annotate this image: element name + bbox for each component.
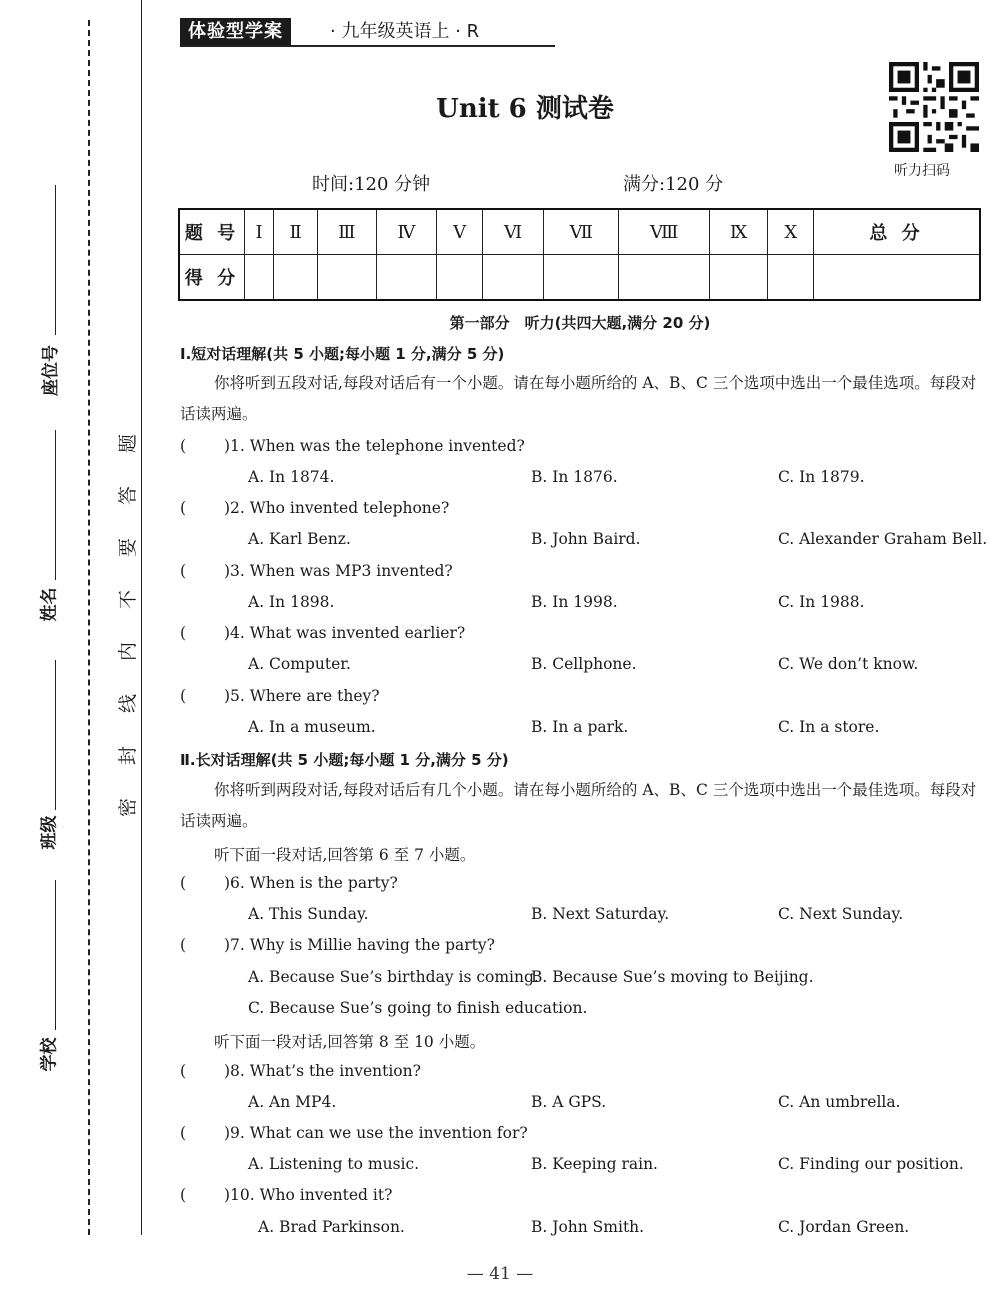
option-c: C. In 1879. bbox=[778, 468, 865, 486]
option-b: B. Because Sue’s moving to Beijing. bbox=[531, 968, 814, 986]
option-b: B. In 1998. bbox=[531, 593, 618, 611]
score-cell[interactable] bbox=[709, 255, 768, 301]
answer-paren[interactable]: ( bbox=[180, 1186, 187, 1204]
seal-char: 不 bbox=[117, 589, 140, 610]
option-c: C. Because Sue’s going to finish education. bbox=[248, 999, 588, 1017]
option-b: B. Next Saturday. bbox=[531, 905, 670, 923]
cut-line bbox=[88, 20, 90, 1235]
section-heading: Ⅰ.短对话理解(共 5 小题;每小题 1 分,满分 5 分) bbox=[180, 345, 505, 363]
option-c: C. In a store. bbox=[778, 718, 880, 736]
page-title: Unit 6 测试卷 bbox=[436, 94, 614, 124]
question: )3. When was MP3 invented? bbox=[224, 562, 453, 580]
seat-label: 座位号 bbox=[41, 345, 61, 396]
option-b: B. John Smith. bbox=[531, 1218, 645, 1236]
answer-paren[interactable]: ( bbox=[180, 874, 187, 892]
header-subtitle: · 九年级英语上 · R bbox=[330, 21, 480, 42]
name-fill-line bbox=[55, 430, 56, 580]
exam-time: 时间:120 分钟 bbox=[312, 174, 431, 195]
option-b: B. John Baird. bbox=[531, 530, 641, 548]
column-header: Ⅴ bbox=[437, 209, 483, 255]
option-b: B. A GPS. bbox=[531, 1093, 607, 1111]
row-label: 得 分 bbox=[179, 255, 245, 301]
option-c: C. In 1988. bbox=[778, 593, 865, 611]
score-cell[interactable] bbox=[814, 255, 980, 301]
option-c: C. We don’t know. bbox=[778, 655, 919, 673]
score-cell[interactable] bbox=[318, 255, 377, 301]
school-label: 学校 bbox=[39, 1037, 60, 1072]
question: )10. Who invented it? bbox=[224, 1186, 393, 1204]
score-cell[interactable] bbox=[437, 255, 483, 301]
lead-text: 听下面一段对话,回答第 6 至 7 小题。 bbox=[214, 846, 476, 864]
option-c: C. Alexander Graham Bell. bbox=[778, 530, 988, 548]
option-c: C. Jordan Green. bbox=[778, 1218, 910, 1236]
column-header: Ⅲ bbox=[318, 209, 377, 255]
option-c: C. An umbrella. bbox=[778, 1093, 901, 1111]
answer-paren[interactable]: ( bbox=[180, 1062, 187, 1080]
score-cell[interactable] bbox=[543, 255, 619, 301]
question: )1. When was the telephone invented? bbox=[224, 437, 525, 455]
option-a: A. Computer. bbox=[248, 655, 351, 673]
score-cell[interactable] bbox=[619, 255, 709, 301]
school-fill-line bbox=[55, 880, 56, 1030]
total-header: 总 分 bbox=[814, 209, 980, 255]
score-cell[interactable] bbox=[768, 255, 814, 301]
option-a: A. Listening to music. bbox=[248, 1155, 420, 1173]
answer-paren[interactable]: ( bbox=[180, 687, 187, 705]
lead-text: 听下面一段对话,回答第 8 至 10 小题。 bbox=[214, 1033, 486, 1051]
qr-label: 听力扫码 bbox=[894, 163, 950, 179]
option-a: A. This Sunday. bbox=[248, 905, 369, 923]
column-header: Ⅰ bbox=[245, 209, 274, 255]
score-cell[interactable] bbox=[274, 255, 318, 301]
option-b: B. In 1876. bbox=[531, 468, 618, 486]
seal-char: 内 bbox=[117, 641, 140, 662]
seal-char: 题 bbox=[117, 433, 140, 454]
class-fill-line bbox=[55, 660, 56, 810]
full-score: 满分:120 分 bbox=[623, 174, 724, 195]
instructions: 你将听到两段对话,每段对话后有几个小题。请在每小题所给的 A、B、C 三个选项中选出一个最佳选项。每段对话读两遍。 bbox=[180, 781, 977, 830]
column-header: Ⅵ bbox=[483, 209, 544, 255]
question: )7. Why is Millie having the party? bbox=[224, 936, 495, 954]
column-header: Ⅱ bbox=[274, 209, 318, 255]
brand-badge: 体验型学案 bbox=[180, 18, 291, 45]
column-header: Ⅳ bbox=[376, 209, 436, 255]
option-a: A. In 1874. bbox=[248, 468, 335, 486]
answer-paren[interactable]: ( bbox=[180, 499, 187, 517]
question: )2. Who invented telephone? bbox=[224, 499, 450, 517]
seal-char: 密 bbox=[117, 797, 140, 818]
column-header: Ⅹ bbox=[768, 209, 814, 255]
seal-char: 答 bbox=[117, 485, 140, 506]
column-header: Ⅶ bbox=[543, 209, 619, 255]
answer-paren[interactable]: ( bbox=[180, 1124, 187, 1142]
part-heading: 第一部分 听力(共四大题,满分 20 分) bbox=[449, 314, 711, 332]
score-table bbox=[178, 208, 981, 301]
option-c: C. Finding our position. bbox=[778, 1155, 964, 1173]
question: )4. What was invented earlier? bbox=[224, 624, 466, 642]
column-header: Ⅸ bbox=[709, 209, 768, 255]
column-header: Ⅷ bbox=[619, 209, 709, 255]
name-label: 姓名 bbox=[39, 587, 60, 622]
option-a: A. In a museum. bbox=[248, 718, 376, 736]
seat-fill-line bbox=[55, 185, 56, 335]
class-label: 班级 bbox=[39, 815, 60, 850]
seal-char: 要 bbox=[117, 537, 140, 558]
binding-line bbox=[141, 0, 142, 1235]
option-b: B. In a park. bbox=[531, 718, 629, 736]
question: )8. What’s the invention? bbox=[224, 1062, 421, 1080]
option-b: B. Cellphone. bbox=[531, 655, 637, 673]
score-cell[interactable] bbox=[245, 255, 274, 301]
option-b: B. Keeping rain. bbox=[531, 1155, 658, 1173]
score-cell[interactable] bbox=[376, 255, 436, 301]
option-a: A. In 1898. bbox=[248, 593, 335, 611]
question: )5. Where are they? bbox=[224, 687, 380, 705]
page-number: — 41 — bbox=[466, 1264, 534, 1284]
option-a: A. Because Sue’s birthday is coming. bbox=[248, 968, 539, 986]
seal-char: 封 bbox=[117, 745, 140, 766]
option-a: A. Karl Benz. bbox=[248, 530, 351, 548]
answer-paren[interactable]: ( bbox=[180, 562, 187, 580]
answer-paren[interactable]: ( bbox=[180, 437, 187, 455]
header-rule bbox=[180, 45, 555, 47]
question: )9. What can we use the invention for? bbox=[224, 1124, 528, 1142]
row-label: 题 号 bbox=[179, 209, 245, 255]
question: )6. When is the party? bbox=[224, 874, 398, 892]
answer-paren[interactable]: ( bbox=[180, 936, 187, 954]
section-heading: Ⅱ.长对话理解(共 5 小题;每小题 1 分,满分 5 分) bbox=[180, 751, 509, 769]
table-row bbox=[179, 255, 980, 301]
table-row bbox=[179, 209, 980, 255]
answer-paren[interactable]: ( bbox=[180, 624, 187, 642]
option-a: A. Brad Parkinson. bbox=[258, 1218, 405, 1236]
option-c: C. Next Sunday. bbox=[778, 905, 904, 923]
score-cell[interactable] bbox=[483, 255, 544, 301]
seal-char: 线 bbox=[117, 693, 140, 714]
qr-code-icon[interactable] bbox=[889, 62, 979, 152]
option-a: A. An MP4. bbox=[248, 1093, 337, 1111]
instructions: 你将听到五段对话,每段对话后有一个小题。请在每小题所给的 A、B、C 三个选项中选出一个最佳选项。每段对话读两遍。 bbox=[180, 374, 977, 423]
